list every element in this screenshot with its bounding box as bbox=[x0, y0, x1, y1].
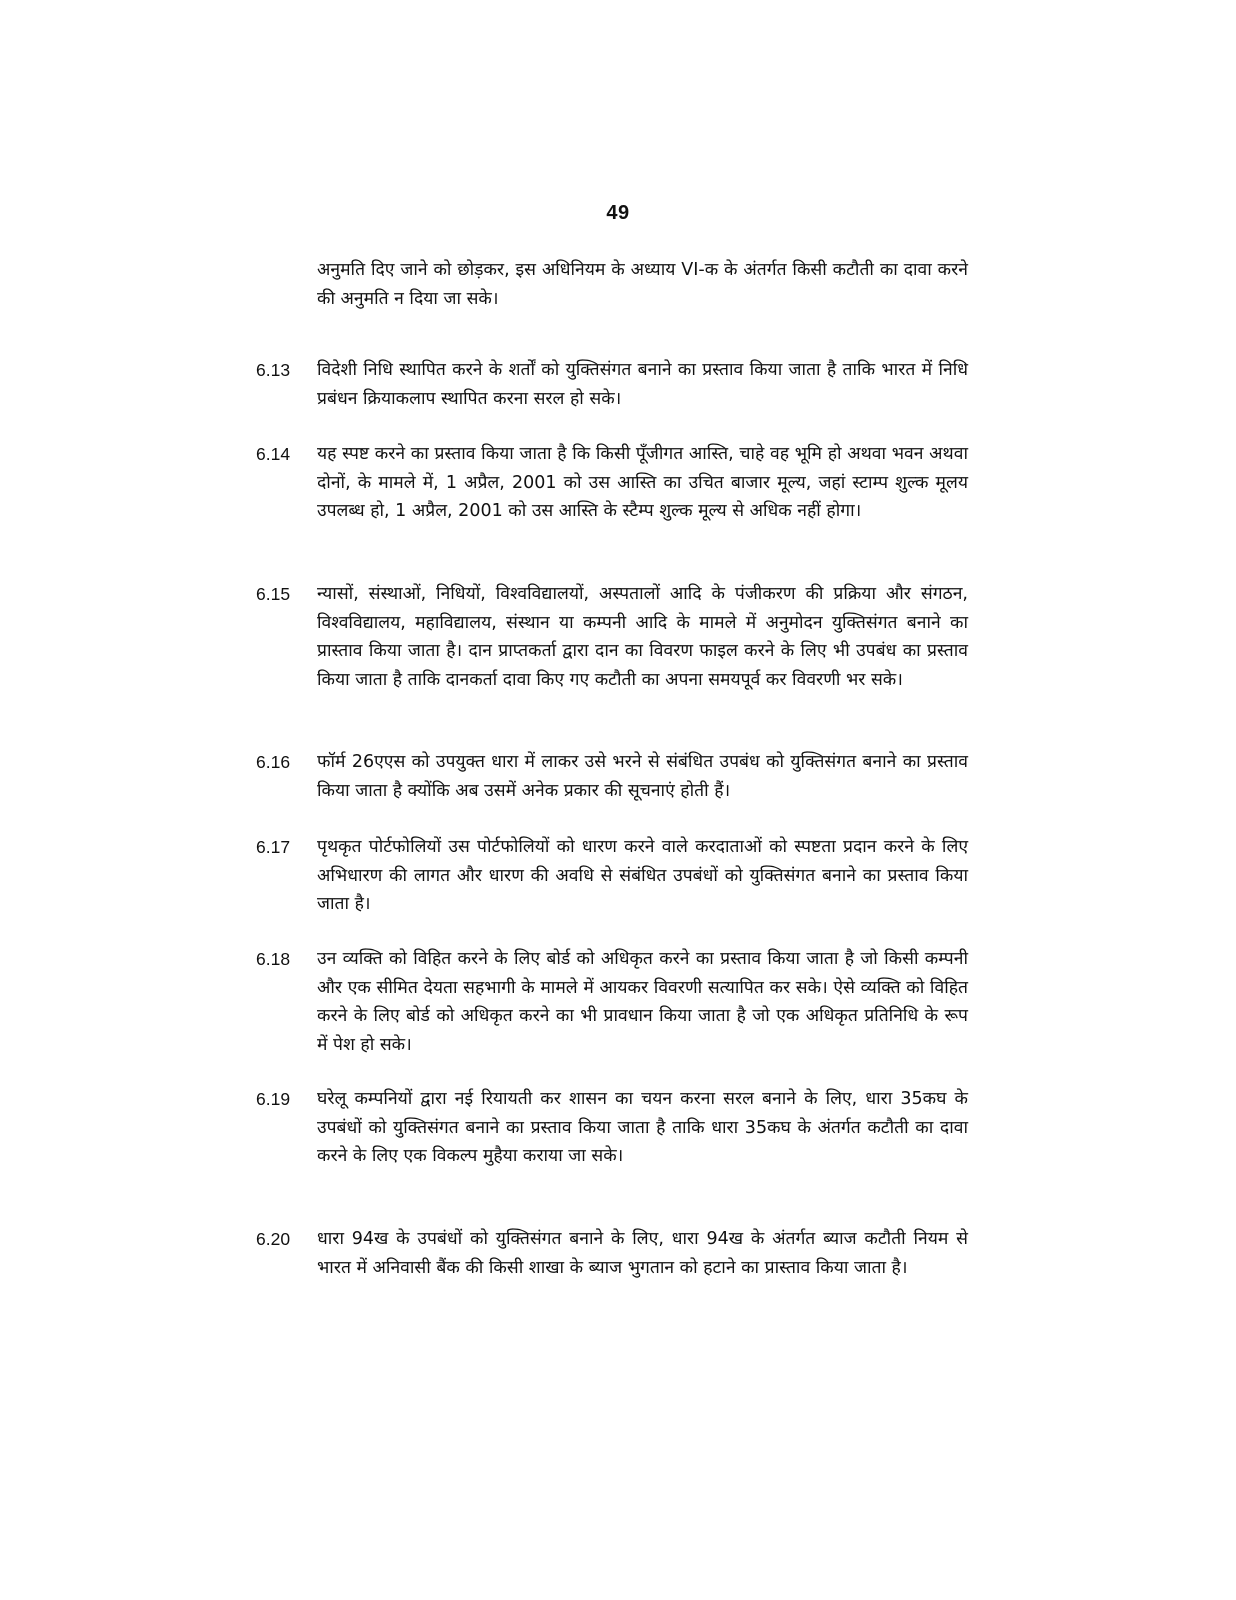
paragraph-text: घरेलू कम्पनियों द्वारा नई रियायती कर शासन का चयन करना सरल बनाने के लिए, धारा 35कघ के उपबंधों को युक्तिसंगत बनाने का प्रस्ताव किया जाता है ताकि धारा 35कघ के अंतर्गत कटौती का दावा करने के लिए एक विकल्प मुहैया कराया जा सके। bbox=[317, 1089, 968, 1166]
paragraph-number: 6.16 bbox=[256, 752, 291, 772]
paragraph-6-14 bbox=[256, 440, 968, 526]
paragraph-6-19 bbox=[256, 1085, 968, 1171]
paragraph-text: धारा 94ख के उपबंधों को युक्तिसंगत बनाने के लिए, धारा 94ख के अंतर्गत ब्याज कटौती नियम से भारत में अनिवासी बैंक की किसी शाखा के ब्याज भुगतान को हटाने का प्रास्ताव किया जाता है। bbox=[317, 1229, 968, 1278]
paragraph-text: यह स्पष्ट करने का प्रस्ताव किया जाता है कि किसी पूँजीगत आस्ति, चाहे वह भूमि हो अथवा भवन अथवा दोनों, के मामले में, 1 अप्रैल, 2001 को उस आस्ति का उचित बाजार मूल्य, जहां स्टाम्प शुल्क मूलय उपलब्ध हो, 1 अप्रैल, 2001 को उस आस्ति के स्टैम्प शुल्क मूल्य से अधिक नहीं होगा। bbox=[317, 444, 968, 521]
paragraph-6-13 bbox=[256, 356, 968, 413]
paragraph-6-20 bbox=[256, 1225, 968, 1282]
paragraph-6-15 bbox=[256, 580, 968, 694]
paragraph-number: 6.13 bbox=[256, 360, 291, 380]
paragraph-number: 6.20 bbox=[256, 1229, 291, 1249]
paragraph-text: विदेशी निधि स्थापित करने के शर्तों को युक्तिसंगत बनाने का प्रस्ताव किया जाता है ताकि भारत में निधि प्रबंधन क्रियाकलाप स्थापित करना सरल हो सके। bbox=[317, 360, 968, 409]
page-number: 49 bbox=[606, 202, 630, 224]
paragraph-number: 6.15 bbox=[256, 584, 291, 604]
paragraph-text: पृथकृत पोर्टफोलियों उस पोर्टफोलियों को धारण करने वाले करदाताओं को स्पष्टता प्रदान करने के लिए अभिधारण की लागत और धारण की अवधि से संबंधित उपबंधों को युक्तिसंगत बनाने का प्रस्ताव किया जाता है। bbox=[317, 837, 968, 914]
continuation-paragraph: अनुमति दिए जाने को छोड़कर, इस अधिनियम के अध्याय VI-क के अंतर्गत किसी कटौती का दावा करने की अनुमति न दिया जा सके। bbox=[317, 260, 968, 309]
paragraph-6-17 bbox=[256, 833, 968, 919]
paragraph-number: 6.17 bbox=[256, 837, 291, 857]
paragraph-text: उन व्यक्ति को विहित करने के लिए बोर्ड को अधिकृत करने का प्रस्ताव किया जाता है जो किसी कम्पनी और एक सीमित देयता सहभागी के मामले में आयकर विवरणी सत्यापित कर सके। ऐसे व्यक्ति को विहित करने के लिए बोर्ड को अधिकृत करने का भी प्रावधान किया जाता है जो एक अधिकृत प्रतिनिधि के रूप में पेश हो सके। bbox=[317, 949, 968, 1055]
paragraph-6-18 bbox=[256, 945, 968, 1059]
paragraph-number: 6.19 bbox=[256, 1089, 291, 1109]
paragraph-number: 6.14 bbox=[256, 444, 291, 464]
paragraph-text: न्यासों, संस्थाओं, निधियों, विश्वविद्यालयों, अस्पतालों आदि के पंजीकरण की प्रक्रिया और संगठन, विश्वविद्यालय, महाविद्यालय, संस्थान या कम्पनी आदि के मामले में अनुमोदन युक्तिसंगत बनाने का प्रास्ताव किया जाता है। दान प्राप्तकर्ता द्वारा दान का विवरण फाइल करने के लिए भी उपबंध का प्रस्ताव किया जाता है ताकि दानकर्ता दावा किए गए कटौती का अपना समयपूर्व कर विवरणी भर सके। bbox=[317, 584, 968, 690]
paragraph-text: फॉर्म 26एएस को उपयुक्त धारा में लाकर उसे भरने से संबंधित उपबंध को युक्तिसंगत बनाने का प्रस्ताव किया जाता है क्योंकि अब उसमें अनेक प्रकार की सूचनाएं होती हैं। bbox=[317, 752, 968, 801]
paragraph-number: 6.18 bbox=[256, 949, 291, 969]
paragraph-6-16 bbox=[256, 748, 968, 805]
